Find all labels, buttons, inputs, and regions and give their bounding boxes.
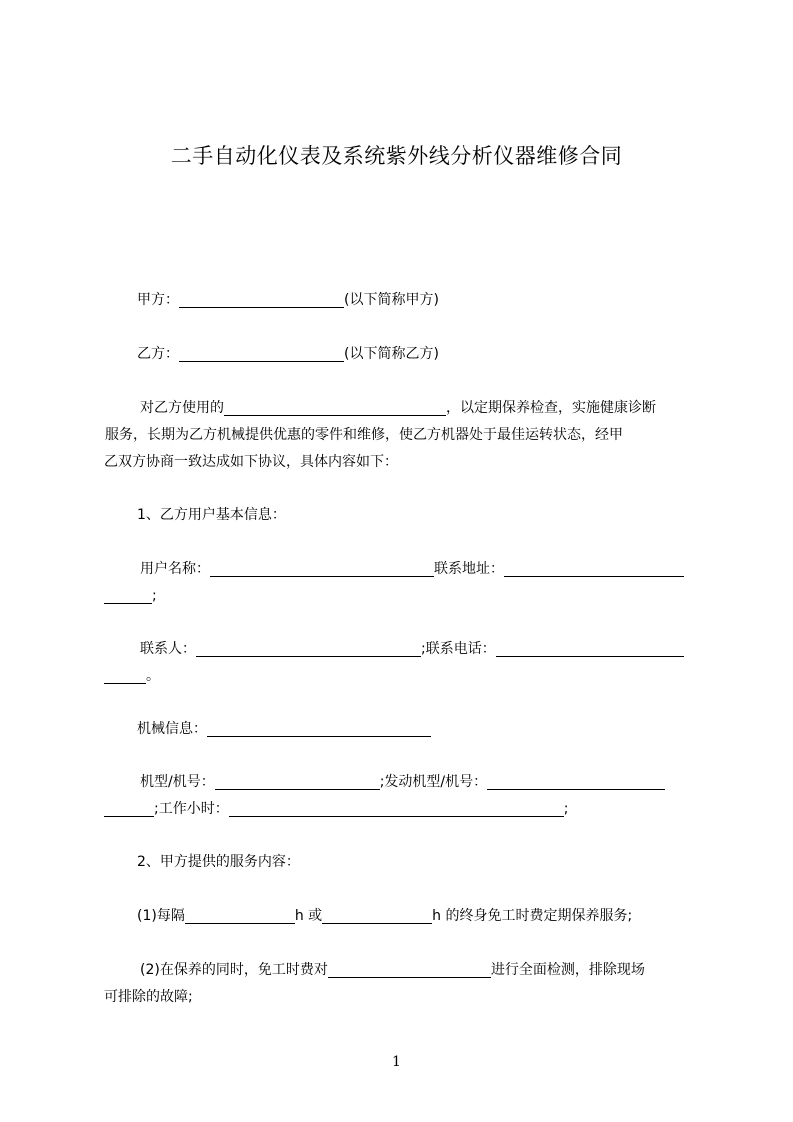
document-title: 二手自动化仪表及系统紫外线分析仪器维修合同 bbox=[170, 144, 623, 168]
intro-line-1 bbox=[140, 393, 740, 423]
item-1-mid: h 或 bbox=[294, 908, 323, 924]
phone-blank-cont[interactable] bbox=[104, 665, 146, 684]
model-label: 机型/机号： bbox=[140, 774, 215, 790]
model-line bbox=[140, 767, 740, 797]
address-label: 联系地址： bbox=[434, 561, 504, 577]
inspection-blank[interactable] bbox=[328, 959, 491, 978]
intro-rest: ，以定期保养检查，实施健康诊断 bbox=[446, 400, 656, 416]
page-number: 1 bbox=[392, 1054, 401, 1070]
interval-hours-blank-2[interactable] bbox=[322, 905, 432, 924]
intro-prefix: 对乙方使用的 bbox=[140, 400, 224, 416]
item-1-prefix: (1)每隔 bbox=[137, 908, 185, 924]
engine-label: ;发动机型/机号： bbox=[379, 774, 488, 790]
intro-line-3: 乙双方协商一致达成如下协议，具体内容如下： bbox=[104, 454, 398, 470]
contact-line-2 bbox=[104, 661, 704, 691]
user-name-line bbox=[140, 554, 740, 584]
party-a-suffix: (以下简称甲方) bbox=[344, 292, 439, 308]
hours-blank[interactable] bbox=[229, 798, 564, 817]
address-blank[interactable] bbox=[504, 558, 684, 577]
item-2-prefix: (2)在保养的同时，免工时费对 bbox=[140, 962, 328, 978]
phone-blank[interactable] bbox=[496, 638, 684, 657]
engine-blank[interactable] bbox=[487, 771, 665, 790]
item-1-suffix: h 的终身免工时费定期保养服务; bbox=[432, 908, 633, 924]
model-blank[interactable] bbox=[215, 771, 380, 790]
item-2-suffix: 进行全面检测，排除现场 bbox=[490, 962, 645, 978]
user-name-end: ; bbox=[152, 588, 157, 604]
party-b-suffix: (以下简称乙方) bbox=[344, 346, 439, 362]
model-line-2 bbox=[104, 794, 704, 824]
item-2-line-2: 可排除的故障; bbox=[104, 989, 193, 1005]
machine-info-label: 机械信息： bbox=[137, 721, 207, 737]
engine-blank-cont[interactable] bbox=[104, 798, 154, 817]
interval-hours-blank-1[interactable] bbox=[185, 905, 295, 924]
section-2-heading: 2、甲方提供的服务内容： bbox=[137, 854, 300, 870]
intro-line-2: 服务，长期为乙方机械提供优惠的零件和维修，使乙方机器处于最佳运转状态，经甲 bbox=[105, 427, 623, 443]
party-b-blank[interactable] bbox=[179, 343, 344, 362]
party-b-line bbox=[137, 339, 737, 369]
phone-label: ;联系电话： bbox=[421, 641, 496, 657]
party-a-blank[interactable] bbox=[179, 289, 344, 308]
model-end: ; bbox=[563, 801, 569, 817]
user-name-blank[interactable] bbox=[210, 558, 434, 577]
user-name-label: 用户名称： bbox=[140, 561, 210, 577]
party-a-line bbox=[137, 285, 737, 315]
hours-label: ;工作小时： bbox=[154, 801, 229, 817]
address-blank-cont[interactable] bbox=[104, 585, 152, 604]
item-1-line bbox=[137, 901, 737, 931]
item-2-line bbox=[140, 955, 740, 985]
contact-label: 联系人： bbox=[140, 641, 196, 657]
party-b-label: 乙方： bbox=[137, 346, 179, 362]
equipment-blank[interactable] bbox=[224, 397, 446, 416]
party-a-label: 甲方： bbox=[137, 292, 179, 308]
machine-info-line bbox=[137, 714, 737, 744]
contact-end: 。 bbox=[146, 668, 160, 684]
section-1-heading: 1、乙方用户基本信息： bbox=[137, 507, 286, 523]
contact-line bbox=[140, 634, 740, 664]
machine-info-blank[interactable] bbox=[207, 718, 431, 737]
contact-blank[interactable] bbox=[196, 638, 421, 657]
user-name-line-2 bbox=[104, 581, 704, 611]
